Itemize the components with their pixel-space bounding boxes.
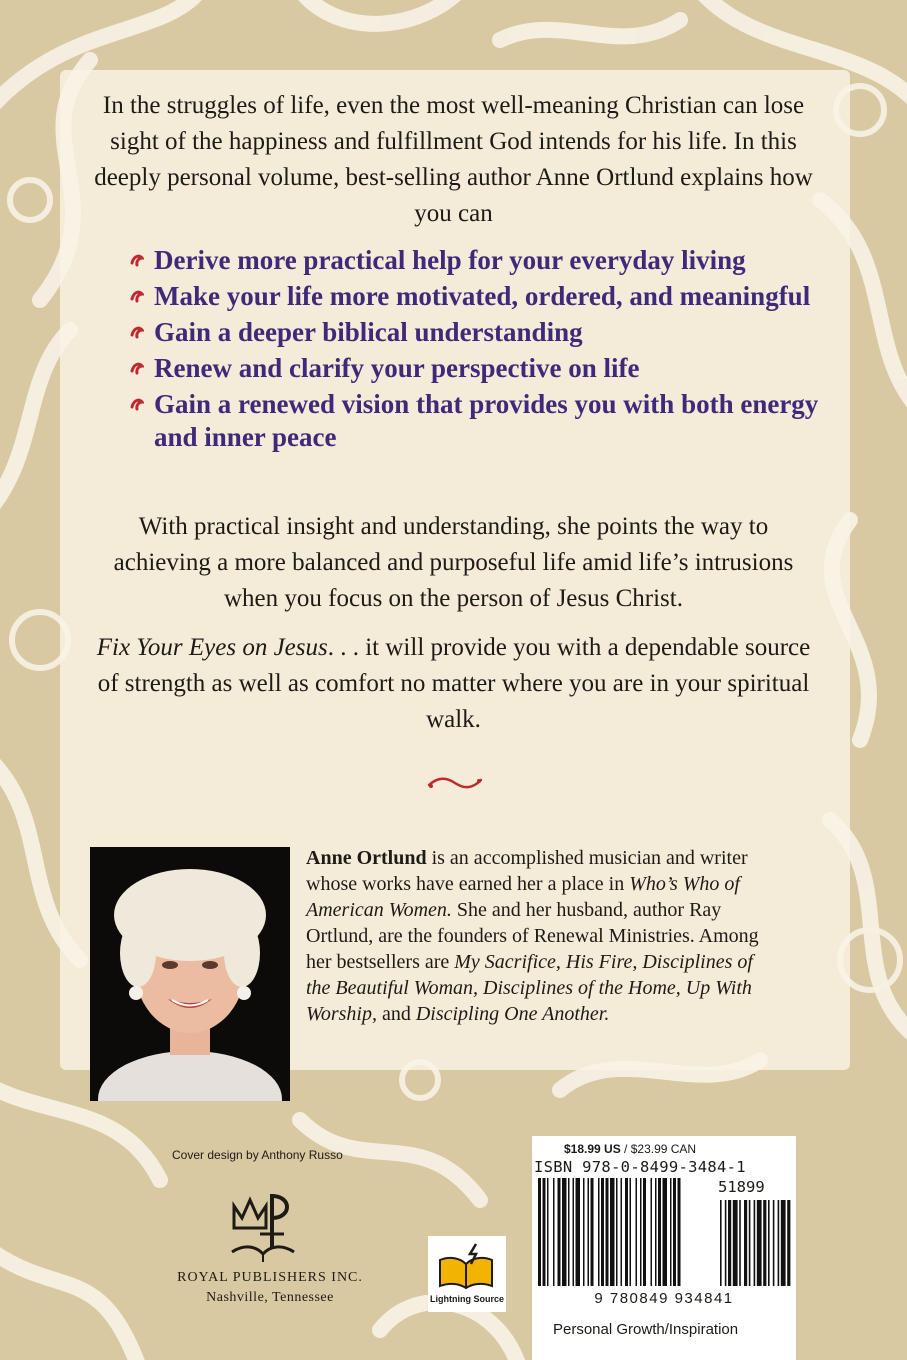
barcode-bar bbox=[643, 1178, 646, 1286]
red-swirl-bullet-icon bbox=[130, 325, 144, 339]
bio-award: Who’s Who of American Women. bbox=[306, 873, 740, 921]
barcode-bar bbox=[636, 1178, 638, 1286]
barcode-bar bbox=[606, 1178, 609, 1286]
barcode-bar bbox=[621, 1178, 623, 1286]
barcode-bar bbox=[616, 1178, 618, 1286]
bio-text: She and her husband, author Ray Ortlund, are the founders of Renewal Ministries. Among her bestsellers are bbox=[306, 899, 759, 973]
barcode-bar bbox=[553, 1178, 555, 1286]
benefit-text: Derive more practical help for your everyday living bbox=[154, 245, 746, 275]
barcode-bar bbox=[655, 1178, 657, 1286]
barcode-bar bbox=[573, 1178, 575, 1286]
benefit-text: Gain a deeper biblical understanding bbox=[154, 317, 583, 347]
price-can: / $23.99 CAN bbox=[620, 1142, 697, 1156]
addon-bar bbox=[720, 1200, 722, 1286]
addon-bar bbox=[733, 1200, 738, 1286]
barcode-number: 9 780849 934841 bbox=[594, 1290, 734, 1307]
printer-logo bbox=[428, 1236, 506, 1312]
barcode-bar bbox=[658, 1178, 661, 1286]
open-book-lightning-icon bbox=[436, 1242, 496, 1290]
addon-bar bbox=[749, 1200, 751, 1286]
publisher-location: Nashville, Tennessee bbox=[206, 1290, 334, 1305]
barcode-bar bbox=[558, 1178, 561, 1286]
barcode-bar bbox=[591, 1178, 594, 1286]
barcode-bar bbox=[547, 1178, 549, 1286]
benefit-text: Gain a renewed vision that provides you with both energy and inner peace bbox=[154, 389, 819, 452]
barcode-bar bbox=[670, 1178, 672, 1286]
barcode-bar bbox=[588, 1178, 590, 1286]
price-addon-number: 51899 bbox=[718, 1178, 765, 1196]
author-name: Anne Ortlund bbox=[306, 847, 427, 869]
addon-bar bbox=[781, 1200, 786, 1286]
addon-bar bbox=[778, 1200, 780, 1286]
barcode-panel bbox=[532, 1136, 796, 1314]
red-swirl-bullet-icon bbox=[130, 397, 144, 411]
crown-chi-rho-logo-icon bbox=[228, 1188, 298, 1264]
printer-name: Lightning Source bbox=[430, 1294, 504, 1304]
addon-bar bbox=[754, 1200, 756, 1286]
bio-text: and bbox=[376, 1003, 416, 1025]
addon-bar bbox=[773, 1200, 775, 1286]
red-swirl-bullet-icon bbox=[130, 253, 144, 267]
barcode-bar bbox=[543, 1178, 546, 1286]
benefits-list bbox=[130, 244, 820, 457]
barcode-bar bbox=[562, 1178, 567, 1286]
barcode-bar bbox=[678, 1178, 681, 1286]
benefit-item bbox=[130, 352, 820, 385]
insight-paragraph: With practical insight and understanding, she points the way to achieving a more balanced and purposeful life amid life’s intrusions when you focus on the person of Jesus Christ. bbox=[113, 513, 794, 612]
addon-bar bbox=[728, 1200, 731, 1286]
addon-bar bbox=[744, 1200, 747, 1286]
barcode-bar bbox=[663, 1178, 668, 1286]
author-bio bbox=[306, 845, 762, 1027]
barcode-bar bbox=[583, 1178, 585, 1286]
addon-bar bbox=[763, 1200, 766, 1286]
barcode-bar bbox=[610, 1178, 615, 1286]
closing-paragraph bbox=[95, 630, 812, 738]
addon-bar bbox=[725, 1200, 727, 1286]
cover-design-credit: Cover design by Anthony Russo bbox=[172, 1148, 343, 1162]
price-label bbox=[564, 1142, 696, 1156]
barcode-bar bbox=[640, 1178, 642, 1286]
category-panel bbox=[532, 1314, 796, 1360]
addon-bar bbox=[739, 1200, 741, 1286]
addon-bar bbox=[768, 1200, 770, 1286]
barcode-bar bbox=[625, 1178, 628, 1286]
bio-book-title: Discipling One Another. bbox=[415, 1003, 610, 1025]
benefit-item bbox=[130, 316, 820, 349]
benefit-text: Renew and clarify your perspective on life bbox=[154, 353, 640, 383]
closing-text: . . . it will provide you with a dependable source of strength as well as comfort no matter where you are in your spiritual walk. bbox=[97, 634, 811, 733]
barcode-bar bbox=[538, 1178, 541, 1286]
author-photo bbox=[90, 847, 290, 1101]
category-label: Personal Growth/Inspiration bbox=[553, 1321, 739, 1338]
bio-text: is an accomplished musician and writer whose works have earned her a place in bbox=[306, 847, 748, 895]
barcode-bar bbox=[598, 1178, 600, 1286]
intro-paragraph: In the struggles of life, even the most well-meaning Christian can lose sight of the happiness and fulfillment God intends for his life. In this deeply personal volume, best-selling author Anne Ortlund explains how you can bbox=[94, 92, 813, 227]
benefit-item bbox=[130, 244, 820, 277]
price-us: $18.99 US bbox=[564, 1142, 621, 1156]
benefit-item bbox=[130, 280, 820, 313]
isbn-text: ISBN 978-0-8499-3484-1 bbox=[534, 1158, 746, 1176]
red-swash-ornament-icon bbox=[426, 775, 484, 791]
red-swirl-bullet-icon bbox=[130, 289, 144, 303]
addon-bar bbox=[787, 1200, 790, 1286]
barcode-bar bbox=[630, 1178, 632, 1286]
benefit-text: Make your life more motivated, ordered, and meaningful bbox=[154, 281, 811, 311]
barcode-bar bbox=[576, 1178, 581, 1286]
barcode-bar bbox=[568, 1178, 570, 1286]
benefit-item bbox=[130, 388, 820, 454]
book-title: Fix Your Eyes on Jesus bbox=[96, 634, 328, 661]
barcode-bar bbox=[673, 1178, 676, 1286]
bio-book-titles: My Sacrifice, His Fire, Disciplines of the Beautiful Woman, Disciplines of the Home, Up With Worship, bbox=[306, 951, 753, 1025]
barcode-bar bbox=[601, 1178, 604, 1286]
red-swirl-bullet-icon bbox=[130, 361, 144, 375]
barcode-bar bbox=[651, 1178, 653, 1286]
publisher-name: ROYAL PUBLISHERS INC. bbox=[177, 1270, 363, 1285]
addon-bar bbox=[757, 1200, 762, 1286]
